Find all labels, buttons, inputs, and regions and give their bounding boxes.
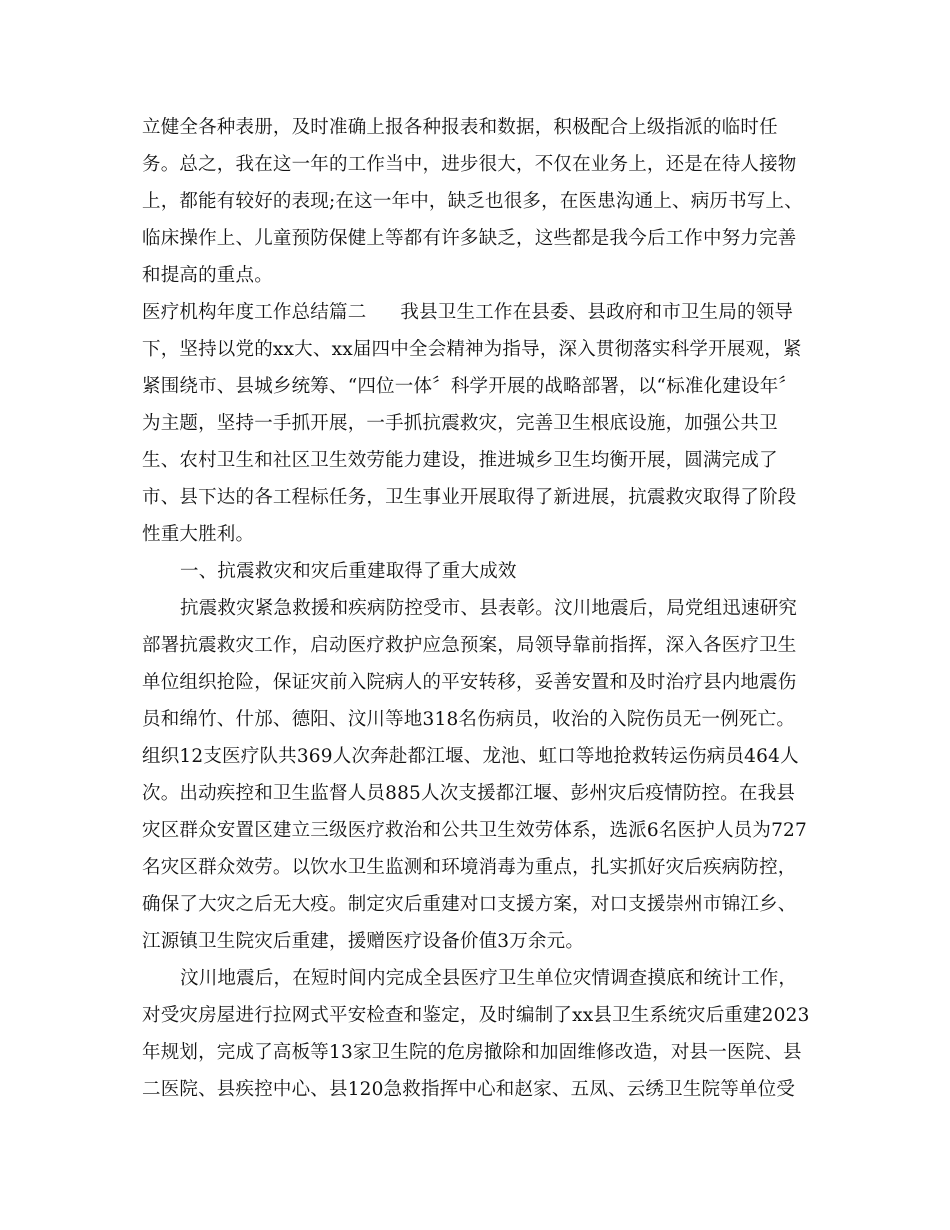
- section-title: 医疗机构年度工作总结篇二: [142, 302, 367, 323]
- text-line: 和提高的重点。: [142, 265, 273, 286]
- section-heading-line: [142, 298, 793, 328]
- text-line: 年规划，完成了高板等13家卫生院的危房撤除和加固维修改造，对县一医院、县: [142, 1042, 802, 1063]
- text-line: 单位组织抢险，保证灾前入院病人的平安转移，妥善安置和及时治疗县内地震伤: [142, 672, 797, 693]
- text-line: 抗震救灾紧急救援和疾病防控受市、县表彰。汶川地震后，局党组迅速研究: [180, 598, 798, 619]
- section-first-line: 我县卫生工作在县委、县政府和市卫生局的领导: [400, 302, 794, 323]
- text-line: 紧围绕市、县城乡统筹、“四位一体〞科学开展的战略部署，以“标准化建设年〞: [142, 376, 798, 397]
- text-line: 下，坚持以党的xx大、xx届四中全会精神为指导，深入贯彻落实科学开展观，紧: [142, 339, 802, 360]
- subsection-heading: 一、抗震救灾和灾后重建取得了重大成效: [180, 561, 517, 582]
- text-line: 部署抗震救灾工作，启动医疗救护应急预案，局领导靠前指挥，深入各医疗卫生: [142, 635, 797, 656]
- text-line: 二医院、县疾控中心、县120急救指挥中心和赵家、五凤、云绣卫生院等单位受: [142, 1079, 796, 1100]
- text-line: 江源镇卫生院灾后重建，援赠医疗设备价值3万余元。: [142, 931, 585, 952]
- text-line: 生、农村卫生和社区卫生效劳能力建设，推进城乡卫生均衡开展，圆满完成了: [142, 450, 778, 471]
- text-line: 市、县下达的各工程标任务，卫生事业开展取得了新进展，抗震救灾取得了阶段: [142, 487, 797, 508]
- text-line: 名灾区群众效劳。以饮水卫生监测和环境消毒为重点，扎实抓好灾后疾病防控，: [142, 857, 797, 878]
- text-line: 临床操作上、儿童预防保健上等都有许多缺乏，这些都是我今后工作中努力完善: [142, 228, 797, 249]
- text-line: 汶川地震后，在短时间内完成全县医疗卫生单位灾情调查摸底和统计工作，: [180, 968, 798, 989]
- text-line: 对受灾房屋进行拉网式平安检查和鉴定，及时编制了xx县卫生系统灾后重建2023: [142, 1005, 810, 1026]
- text-line: 立健全各种表册，及时准确上报各种报表和数据，积极配合上级指派的临时任: [142, 117, 778, 138]
- text-line: 组织12支医疗队共369人次奔赴都江堰、龙池、虹口等地抢救转运伤病员464人: [142, 746, 799, 767]
- text-line: 员和绵竹、什邡、德阳、汶川等地318名伤病员，收治的入院伤员无一例死亡。: [142, 709, 796, 730]
- text-line: 上，都能有较好的表现;在这一年中，缺乏也很多，在医患沟通上、病历书写上、: [142, 191, 803, 212]
- text-line: 务。总之，我在这一年的工作当中，进步很大，不仅在业务上，还是在待人接物: [142, 154, 797, 175]
- text-line: 灾区群众安置区建立三级医疗救治和公共卫生效劳体系，选派6名医护人员为727: [142, 820, 807, 841]
- text-line: 性重大胜利。: [142, 524, 255, 545]
- text-line: 次。出动疾控和卫生监督人员885人次支援都江堰、彭州灾后疫情防控。在我县: [142, 783, 796, 804]
- text-line: 为主题，坚持一手抓开展，一手抓抗震救灾，完善卫生根底设施，加强公共卫: [142, 413, 778, 434]
- text-line: 确保了大灾之后无大疫。制定灾后重建对口支援方案，对口支援崇州市锦江乡、: [142, 894, 797, 915]
